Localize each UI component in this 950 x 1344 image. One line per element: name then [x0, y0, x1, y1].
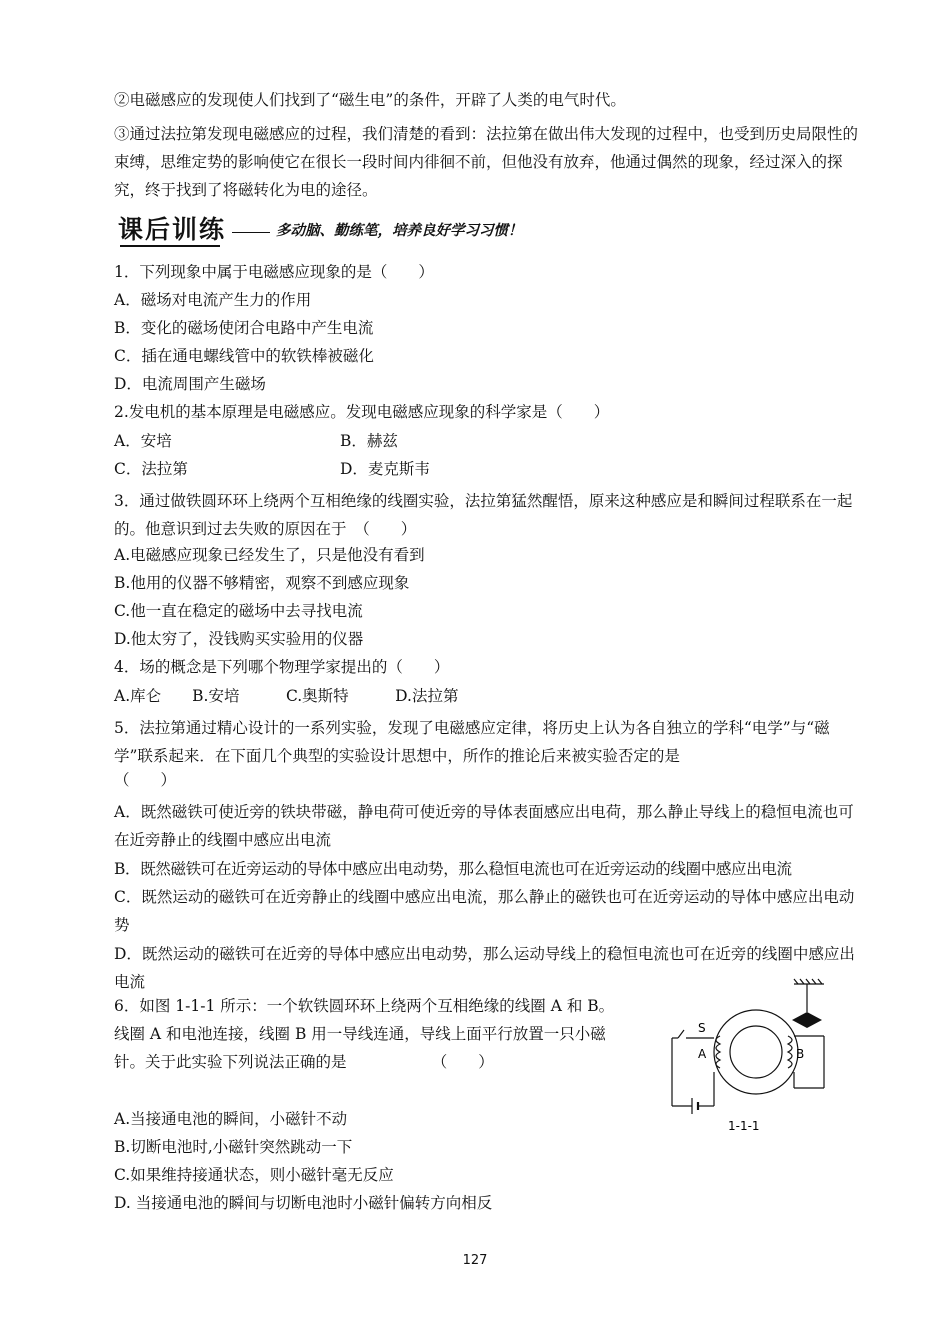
q6-option-d: D. 当接通电池的瞬间与切断电池时小磁针偏转方向相反: [114, 1194, 493, 1212]
q5-option-b: B．既然磁铁可在近旁运动的导体中感应出电动势，那么稳恒电流也可在近旁运动的线圈中感应出电流: [114, 860, 792, 878]
circuit-diagram: [668, 978, 838, 1138]
label-a: A: [698, 1047, 707, 1061]
q3-option-c: C.他一直在稳定的磁场中去寻找电流: [114, 602, 363, 620]
q6-option-b: B.切断电池时,小磁针突然跳动一下: [114, 1138, 353, 1156]
q4-options: A.库仑 B.安培 C.奥斯特 D.法拉第: [114, 687, 459, 705]
q2-option-c: C．法拉第: [114, 460, 188, 478]
q5-option-a: A．既然磁铁可使近旁的铁块带磁，静电荷可使近旁的导体表面感应出电荷，那么静止导线上的稳恒电流也可在近旁静止的线圈中感应出电流: [114, 803, 854, 849]
support-hatch: [800, 979, 804, 984]
q4-stem: 4．场的概念是下列哪个物理学家提出的（ ）: [114, 658, 450, 676]
after-class-banner: [114, 208, 574, 250]
support-hatch: [818, 979, 822, 984]
q1-option-d: D．电流周围产生磁场: [114, 375, 266, 393]
q6-stem-line-3: 针。关于此实验下列说法正确的是 （ ）: [114, 1053, 494, 1071]
banner-slogan: 多动脑、勤练笔，培养良好学习习惯！: [276, 223, 523, 239]
q1-option-c: C．插在通电螺线管中的软铁棒被磁化: [114, 347, 374, 365]
switch-s: [678, 1030, 684, 1038]
banner-dash: [232, 232, 270, 233]
figure-caption: 1-1-1: [728, 1119, 760, 1133]
magnetic-needle-icon: [792, 1012, 822, 1028]
support-hatch: [806, 979, 810, 984]
q1-stem: 1．下列现象中属于电磁感应现象的是（ ）: [114, 263, 434, 281]
intro-paragraph-2: ②电磁感应的发现使人们找到了“磁生电”的条件，开辟了人类的电气时代。: [114, 91, 626, 109]
q1-option-a: A．磁场对电流产生力的作用: [114, 291, 312, 309]
q1-option-b: B．变化的磁场使闭合电路中产生电流: [114, 319, 374, 337]
q3-option-d: D.他太穷了，没钱购买实验用的仪器: [114, 630, 364, 648]
label-b: B: [796, 1047, 805, 1061]
q6-stem-line-2: 线圈 A 和电池连接，线圈 B 用一导线连通，导线上面平行放置一只小磁: [114, 1025, 606, 1043]
q5-answer-blank: （ ）: [114, 771, 177, 789]
banner-title: 课后训练: [118, 215, 227, 244]
q5-option-c: C．既然运动的磁铁可在近旁静止的线圈中感应出电流，那么静止的磁铁也可在近旁运动的导体中感应出电动势: [114, 888, 855, 934]
label-s: S: [698, 1021, 706, 1035]
q5-stem: 5．法拉第通过精心设计的一系列实验，发现了电磁感应定律，将历史上认为各自独立的学科“电学”与“磁学”联系起来．在下面几个典型的实验设计思想中，所作的推论后来被实验否定的是: [114, 719, 830, 765]
q6-stem-line-1: 6．如图 1-1-1 所示：一个软铁圆环环上绕两个互相绝缘的线圈 A 和 B。: [114, 997, 615, 1015]
q5-option-d: D．既然运动的磁铁可在近旁的导体中感应出电动势，那么运动导线上的稳恒电流也可在近旁的线圈中感应出电流: [114, 945, 855, 991]
q2-option-b: B．赫兹: [340, 432, 398, 450]
q2-stem: 2.发电机的基本原理是电磁感应。发现电磁感应现象的科学家是（ ）: [114, 403, 610, 421]
iron-ring-outer: [714, 1010, 798, 1094]
q2-option-d: D．麦克斯韦: [340, 460, 430, 478]
q6-option-c: C.如果维持接通状态，则小磁针毫无反应: [114, 1166, 394, 1184]
q2-option-a: A．安培: [114, 432, 172, 450]
figure-1-1-1: [668, 978, 838, 1138]
q3-stem: 3．通过做铁圆环环上绕两个互相绝缘的线圈实验，法拉第猛然醒悟，原来这种感应是和瞬间过程联系在一起的。他意识到过去失败的原因在于 （ ）: [114, 492, 853, 538]
page-number: 127: [462, 1253, 488, 1268]
q3-option-b: B.他用的仪器不够精密，观察不到感应现象: [114, 574, 410, 592]
banner-underline: [120, 245, 220, 247]
coil-a: [716, 1036, 720, 1068]
coil-b: [788, 1036, 792, 1068]
q6-option-a: A.当接通电池的瞬间，小磁针不动: [114, 1110, 348, 1128]
q3-option-a: A.电磁感应现象已经发生了，只是他没有看到: [114, 546, 425, 564]
iron-ring-inner: [730, 1026, 782, 1078]
support-hatch: [812, 979, 816, 984]
support-hatch: [794, 979, 798, 984]
intro-paragraph-3: ③通过法拉第发现电磁感应的过程，我们清楚的看到：法拉第在做出伟大发现的过程中，也受到历史局限性的束缚，思维定势的影响使它在很长一段时间内徘徊不前，但他没有放弃，他通过偶然的现象，经过深入的探究，终于找到了将磁转化为电的途径。: [114, 125, 859, 199]
